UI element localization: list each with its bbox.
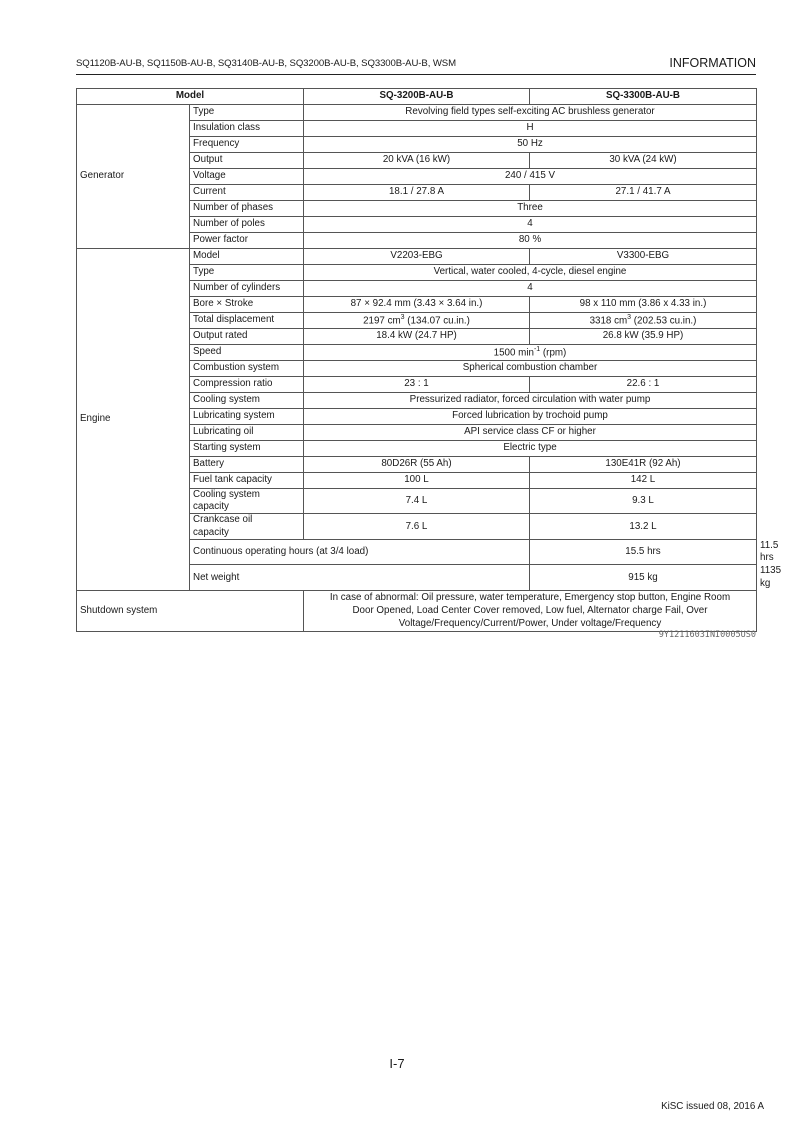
header-divider [76, 74, 756, 75]
row-value-sq3300: 3318 $cm^3$ (202.53 cu.in.) [530, 313, 757, 329]
row-label: Voltage [190, 169, 304, 185]
row-value: 4 [304, 217, 757, 233]
row-value: H [304, 121, 757, 137]
row-value-sq3300: 13.2 L [530, 514, 757, 539]
document-id: 9Y1211603INI0005US0 [658, 630, 756, 640]
row-value-sq3300: 142 L [530, 473, 757, 489]
row-label: Lubricating system [190, 409, 304, 425]
row-value: Revolving field types self-exciting AC brushless generator [304, 105, 757, 121]
row-label: Lubricating oil [190, 425, 304, 441]
row-label: Type [190, 265, 304, 281]
row-label: Model [190, 249, 304, 265]
table-row [77, 590, 757, 631]
table-header-row [77, 89, 757, 105]
issue-note: KiSC issued 08, 2016 A [661, 1101, 764, 1112]
table-row [77, 105, 757, 121]
row-value: Forced lubrication by trochoid pump [304, 409, 757, 425]
row-value-sq3200: 18.4 kW (24.7 HP) [304, 329, 530, 345]
row-label: Compression ratio [190, 377, 304, 393]
row-value-sq3200: 20 kVA (16 kW) [304, 153, 530, 169]
row-label: Bore × Stroke [190, 297, 304, 313]
row-label: Starting system [190, 441, 304, 457]
row-value: 240 / 415 V [304, 169, 757, 185]
row-value-sq3300: 9.3 L [530, 489, 757, 514]
category-generator: Generator [77, 105, 190, 249]
row-value-sq3200: 7.6 L [304, 514, 530, 539]
row-value-sq3300: 30 kVA (24 kW) [530, 153, 757, 169]
row-value: Three [304, 201, 757, 217]
row-value-sq3300: 22.6 : 1 [530, 377, 757, 393]
row-label: Power factor [190, 233, 304, 249]
row-label: Current [190, 185, 304, 201]
row-label: Frequency [190, 137, 304, 153]
row-label: Total displacement [190, 313, 304, 329]
row-value: Vertical, water cooled, 4-cycle, diesel engine [304, 265, 757, 281]
row-value-sq3200: 915 kg [530, 565, 757, 590]
row-value-sq3300: V3300-EBG [530, 249, 757, 265]
row-label-net-weight: Net weight [190, 565, 530, 590]
header-model: Model [77, 89, 304, 105]
row-value-sq3300: 98 x 110 mm (3.86 x 4.33 in.) [530, 297, 757, 313]
row-value-sq3300: 26.8 kW (35.9 HP) [530, 329, 757, 345]
row-value-sq3300: 130E41R (92 Ah) [530, 457, 757, 473]
row-value-sq3200: 100 L [304, 473, 530, 489]
row-value-sq3200: 23 : 1 [304, 377, 530, 393]
row-label: Cooling system capacity [190, 489, 304, 514]
table-row: Net weight 915 kg 1135 kg [77, 565, 757, 590]
row-value: Spherical combustion chamber [304, 361, 757, 377]
row-value: 1500 $\min^{-1} (rpm)$ [304, 345, 757, 361]
row-value-sq3200: 2197 $cm^3$ (134.07 cu.in.) [304, 313, 530, 329]
row-label: Output [190, 153, 304, 169]
page-number: I-7 [389, 1056, 405, 1071]
row-label: Fuel tank capacity [190, 473, 304, 489]
table-row: Continuous operating hours (at 3/4 load) 15.5 hrs 11.5 hrs [77, 539, 757, 564]
category-engine: Engine [77, 249, 190, 591]
row-value: API service class CF or higher [304, 425, 757, 441]
row-value-shutdown: In case of abnormal: Oil pressure, water temperature, Emergency stop button, Engine Room Door Opened, Load Center Cover removed, Low fuel, Alternator charge Fail, Over Voltage/Frequency/Current/Power, Under voltage/Frequency [304, 590, 757, 631]
row-value-sq3300: 27.1 / 41.7 A [530, 185, 757, 201]
row-value-sq3200: 18.1 / 27.8 A [304, 185, 530, 201]
row-label-shutdown-system: Shutdown system [77, 590, 304, 631]
specifications-table [76, 88, 782, 632]
row-label: Battery [190, 457, 304, 473]
row-value: 80 % [304, 233, 757, 249]
section-title: INFORMATION [669, 56, 756, 70]
row-label-continuous-hours: Continuous operating hours (at 3/4 load) [190, 539, 530, 564]
header-sq3300: SQ-3300B-AU-B [530, 89, 757, 105]
header-sq3200: SQ-3200B-AU-B [304, 89, 530, 105]
header-model-list: SQ1120B-AU-B, SQ1150B-AU-B, SQ3140B-AU-B, SQ3200B-AU-B, SQ3300B-AU-B, WSM [76, 58, 456, 69]
row-label: Insulation class [190, 121, 304, 137]
row-value-sq3200: 7.4 L [304, 489, 530, 514]
row-value-sq3200: 87 × 92.4 mm (3.43 × 3.64 in.) [304, 297, 530, 313]
row-value: 4 [304, 281, 757, 297]
row-value: 50 Hz [304, 137, 757, 153]
row-label: Type [190, 105, 304, 121]
row-value-sq3200: 80D26R (55 Ah) [304, 457, 530, 473]
row-value-sq3200: V2203-EBG [304, 249, 530, 265]
row-label: Number of cylinders [190, 281, 304, 297]
row-label: Speed [190, 345, 304, 361]
row-label: Cooling system [190, 393, 304, 409]
row-label: Number of phases [190, 201, 304, 217]
table-row [77, 249, 757, 265]
row-value: Pressurized radiator, forced circulation with water pump [304, 393, 757, 409]
row-label: Combustion system [190, 361, 304, 377]
row-value: Electric type [304, 441, 757, 457]
row-label: Output rated [190, 329, 304, 345]
row-label: Number of poles [190, 217, 304, 233]
row-value-sq3200: 15.5 hrs [530, 539, 757, 564]
row-label: Crankcase oil capacity [190, 514, 304, 539]
